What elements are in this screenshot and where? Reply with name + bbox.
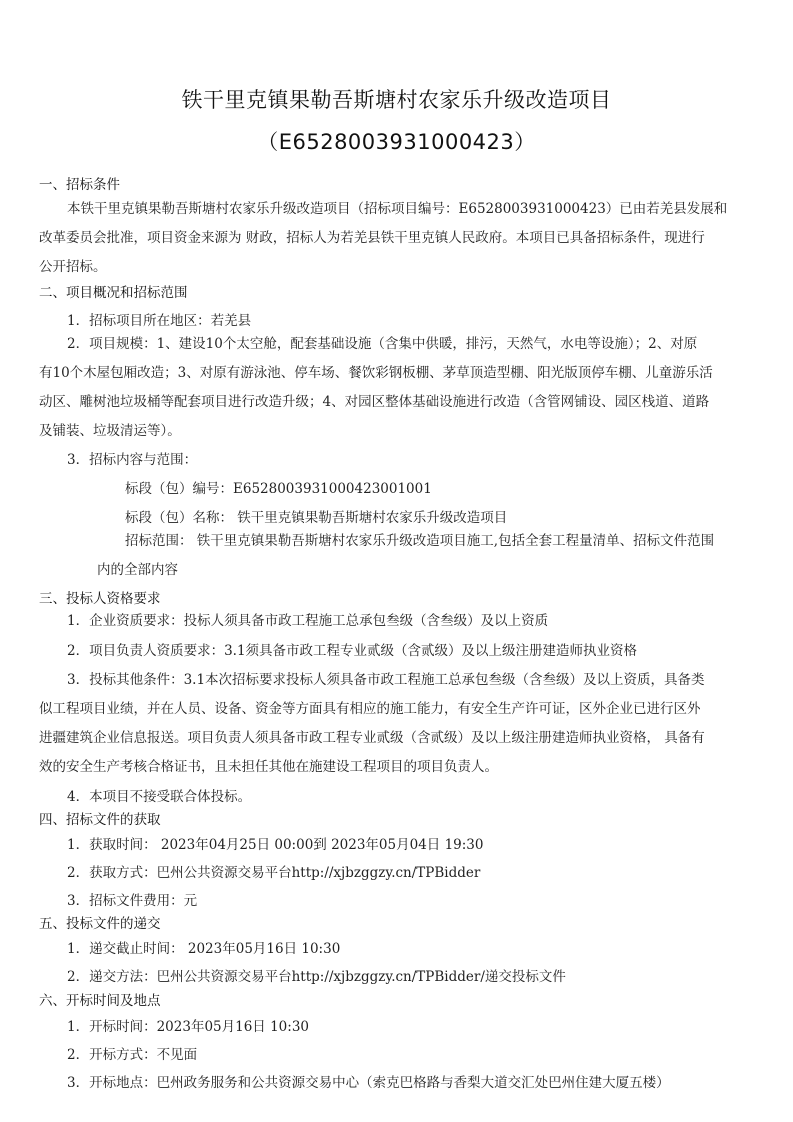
list-item: 2．递交方法：巴州公共资源交易平台http://xjbzggzy.cn/TPBidder/递交投标文件 — [67, 969, 566, 985]
list-item: 2．项目负责人资质要求：3.1须具备市政工程专业贰级（含贰级）及以上级注册建造师执业资格 — [67, 643, 638, 659]
project-code-title: （E6528003931000423） — [257, 130, 536, 154]
paragraph-line: 效的安全生产考核合格证书，且未担任其他在施建设工程项目的项目负责人。 — [39, 759, 498, 775]
list-item: 1．获取时间： 2023年04月25日 00:00到 2023年05月04日 19:30 — [67, 837, 484, 853]
document-title: 铁干里克镇果勒吾斯塘村农家乐升级改造项目 — [181, 88, 612, 112]
bid-section-name: 标段（包）名称： 铁干里克镇果勒吾斯塘村农家乐升级改造项目 — [125, 510, 508, 526]
section-heading-2: 二、项目概况和招标范围 — [39, 285, 188, 301]
list-item: 1．开标时间：2023年05月16日 10:30 — [67, 1019, 309, 1035]
paragraph-line: 改革委员会批准，项目资金来源为 财政，招标人为若羌县铁干里克镇人民政府。本项目已具备招标条件，现进行 — [39, 230, 705, 246]
list-item: 1．递交截止时间： 2023年05月16日 10:30 — [67, 941, 341, 957]
paragraph-line: 及铺装、垃圾清运等）。 — [39, 423, 181, 439]
list-item: 3．招标内容与范围： — [67, 452, 198, 468]
bid-scope-paragraph — [97, 527, 714, 585]
paragraph-line: 本铁干里克镇果勒吾斯塘村农家乐升级改造项目（招标项目编号：E6528003931000423）已由若羌县发展和 — [67, 201, 728, 217]
other-conditions-paragraph — [39, 666, 705, 782]
paragraph-line: 公开招标。 — [39, 259, 107, 275]
list-item: 4．本项目不接受联合体投标。 — [67, 789, 252, 805]
section-heading-5: 五、投标文件的递交 — [39, 916, 161, 932]
paragraph-line: 内的全部内容 — [97, 562, 178, 578]
section-heading-4: 四、招标文件的获取 — [39, 812, 161, 828]
paragraph-line: 进疆建筑企业信息报送。项目负责人须具备市政工程专业贰级（含贰级）及以上级注册建造师执业资格， 具备有 — [39, 730, 705, 746]
paragraph-line: 3．投标其他条件：3.1本次招标要求投标人须具备市政工程施工总承包叁级（含叁级）及以上资质，具备类 — [67, 672, 705, 688]
list-item: 1．企业资质要求：投标人须具备市政工程施工总承包叁级（含叁级）及以上资质 — [67, 613, 549, 629]
project-scale-paragraph — [39, 330, 713, 446]
list-item: 2．开标方式：不见面 — [67, 1047, 198, 1063]
bid-section-number: 标段（包）编号：E6528003931000423001001 — [125, 481, 432, 497]
list-item: 2．获取方式：巴州公共资源交易平台http://xjbzggzy.cn/TPBidder — [67, 865, 481, 881]
section-heading-1: 一、招标条件 — [39, 177, 120, 193]
paragraph-line: 2．项目规模：1、建设10个太空舱，配套基础设施（含集中供暖，排污，天然气，水电等设施）；2、对原 — [67, 336, 698, 352]
list-item: 3．开标地点：巴州政务服务和公共资源交易中心（索克巴格路与香梨大道交汇处巴州住建大厦五楼） — [67, 1075, 670, 1091]
list-item: 1．招标项目所在地区：若羌县 — [67, 313, 252, 329]
paragraph-line: 动区、雕树池垃圾桶等配套项目进行改造升级；4、对园区整体基础设施进行改造（含管网铺设、园区栈道、道路 — [39, 394, 710, 410]
section-heading-6: 六、开标时间及地点 — [39, 993, 161, 1009]
paragraph-line: 似工程项目业绩，并在人员、设备、资金等方面具有相应的施工能力，有安全生产许可证，区外企业已进行区外 — [39, 701, 701, 717]
section-heading-3: 三、投标人资格要求 — [39, 591, 161, 607]
paragraph-line: 有10个木屋包厢改造；3、对原有游泳池、停车场、餐饮彩钢板棚、茅草顶造型棚、阳光版顶停车棚、儿童游乐活 — [39, 365, 713, 381]
section-1-paragraph — [39, 195, 727, 282]
list-item: 3．招标文件费用：元 — [67, 893, 198, 909]
paragraph-line: 招标范围： 铁干里克镇果勒吾斯塘村农家乐升级改造项目施工,包括全套工程量清单、招标文件范围 — [125, 533, 715, 549]
